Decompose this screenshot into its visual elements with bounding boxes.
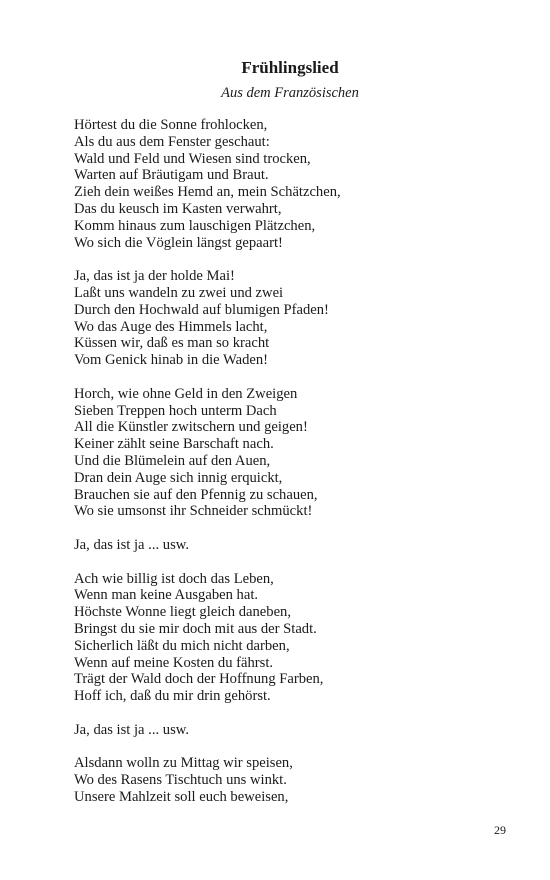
poem-body bbox=[74, 117, 514, 822]
poem-line: Wald und Feld und Wiesen sind trocken, bbox=[74, 150, 311, 167]
poem-subtitle: Aus dem Französischen bbox=[221, 85, 359, 101]
poem-line: Als du aus dem Fenster geschaut: bbox=[74, 133, 270, 150]
poem-stanza bbox=[74, 268, 514, 369]
poem-line: Wenn auf meine Kosten du fährst. bbox=[74, 654, 274, 671]
poem-line: Hoff ich, daß du mir drin gehörst. bbox=[74, 688, 271, 705]
poem-line: Wo das Auge des Himmels lacht, bbox=[74, 318, 268, 335]
poem-line: Und die Blümelein auf den Auen, bbox=[74, 452, 271, 469]
poem-line: Sieben Treppen hoch unterm Dach bbox=[74, 402, 277, 419]
poem-line: Horch, wie ohne Geld in den Zweigen bbox=[74, 385, 298, 402]
poem-line: Trägt der Wald doch der Hoffnung Farben, bbox=[74, 671, 324, 688]
poem-line: Höchste Wonne liegt gleich daneben, bbox=[74, 604, 291, 621]
poem-title: Frühlingslied bbox=[241, 58, 339, 77]
poem-line: Keiner zählt seine Barschaft nach. bbox=[74, 436, 274, 453]
poem-line: Durch den Hochwald auf blumigen Pfaden! bbox=[74, 301, 329, 318]
poem-line: Ja, das ist ja ... usw. bbox=[74, 536, 189, 553]
poem-stanza bbox=[74, 117, 514, 251]
poem-line: Laßt uns wandeln zu zwei und zwei bbox=[74, 284, 284, 301]
poem-line: Alsdann wolln zu Mittag wir speisen, bbox=[74, 755, 293, 772]
poem-line: Bringst du sie mir doch mit aus der Stadt. bbox=[74, 620, 317, 637]
poem-line: Wenn man keine Ausgaben hat. bbox=[74, 587, 259, 604]
poem-line: Unsere Mahlzeit soll euch beweisen, bbox=[74, 788, 289, 805]
poem-line: Ja, das ist ja der holde Mai! bbox=[74, 268, 235, 285]
poem-line: Zieh dein weißes Hemd an, mein Schätzchen, bbox=[74, 184, 341, 201]
poem-line: All die Künstler zwitschern und geigen! bbox=[74, 419, 308, 436]
poem-line: Dran dein Auge sich innig erquickt, bbox=[74, 469, 283, 486]
poem-line: Vom Genick hinab in die Waden! bbox=[74, 352, 269, 369]
poem-line: Sicherlich läßt du mich nicht darben, bbox=[74, 637, 290, 654]
poem-stanza bbox=[74, 722, 514, 739]
poem-line: Warten auf Bräutigam und Braut. bbox=[74, 167, 269, 184]
poem-line: Das du keusch im Kasten verwahrt, bbox=[74, 200, 282, 217]
page-number: 29 bbox=[494, 823, 506, 837]
poem-line: Hörtest du die Sonne frohlocken, bbox=[74, 117, 268, 133]
poem-line: Brauchen sie auf den Pfennig zu schauen, bbox=[74, 486, 318, 503]
poem-stanza bbox=[74, 571, 514, 705]
poem-line: Wo sie umsonst ihr Schneider schmückt! bbox=[74, 503, 313, 520]
poem-stanza bbox=[74, 537, 514, 554]
poem-line: Ja, das ist ja ... usw. bbox=[74, 721, 189, 738]
poem-stanza bbox=[74, 386, 514, 520]
poem-line: Küssen wir, daß es man so kracht bbox=[74, 335, 270, 352]
poem-line: Wo sich die Vöglein längst gepaart! bbox=[74, 234, 283, 251]
poem-line: Komm hinaus zum lauschigen Plätzchen, bbox=[74, 217, 316, 234]
poem-stanza bbox=[74, 755, 514, 805]
poem-line: Wo des Rasens Tischtuch uns winkt. bbox=[74, 772, 287, 789]
poem-line: Ach wie billig ist doch das Leben, bbox=[74, 570, 274, 587]
